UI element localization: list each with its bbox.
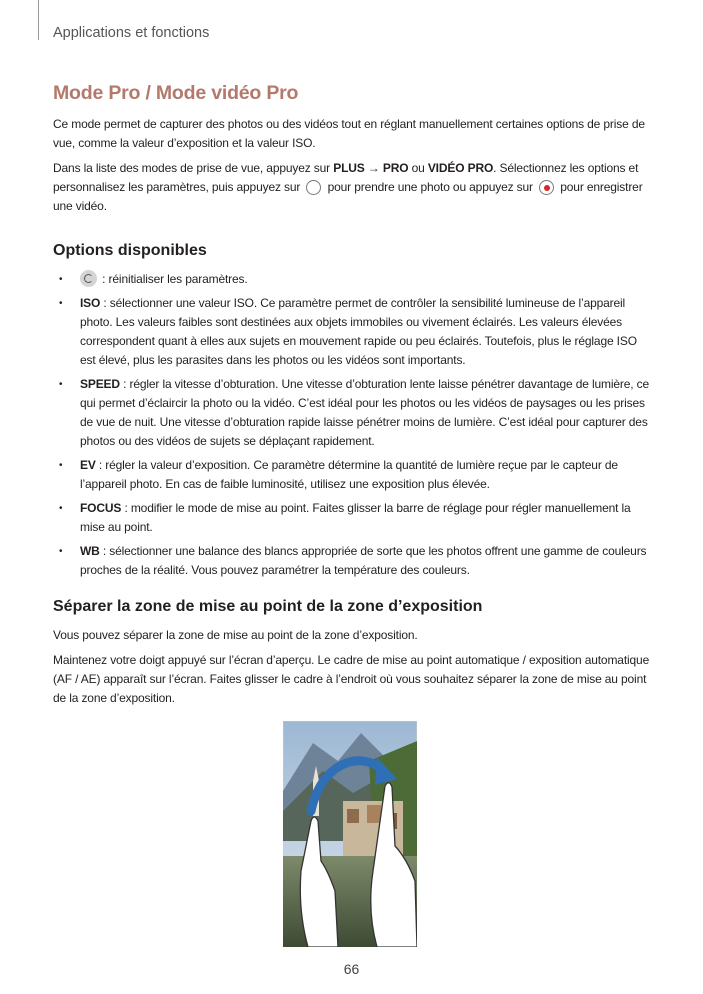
option-term: EV [80, 458, 96, 472]
option-wb: • WB : sélectionner une balance des blancs appropriée de sorte que les photos offrent une gamme de couleurs proches de la réalité. Vous pouvez paramétrer la température des couleurs. [59, 544, 647, 577]
option-term: SPEED [80, 377, 120, 391]
page-content [53, 82, 653, 714]
record-button-icon [539, 180, 554, 195]
page-title: Mode Pro / Mode vidéo Pro [53, 82, 299, 104]
instructions-text-2: . Sélectionnez les options et personnalisez les paramètres, puis appuyez sur [53, 161, 639, 194]
option-term: ISO [80, 296, 101, 310]
separate-heading: Séparer la zone de mise au point de la zone d’exposition [53, 598, 483, 615]
option-reset: • : réinitialiser les paramètres. [59, 272, 248, 286]
instructions-text-1: Dans la liste des modes de prise de vue, appuyez sur [53, 161, 334, 175]
arrow-text: → [364, 161, 383, 175]
drag-gesture-illustration [283, 721, 417, 947]
option-text: : réinitialiser les paramètres. [99, 272, 248, 286]
option-focus: • FOCUS : modifier le mode de mise au point. Faites glisser la barre de réglage pour régler manuellement la mise au point. [59, 501, 631, 534]
option-iso: • ISO : sélectionner une valeur ISO. Ce paramètre permet de contrôler la sensibilité lumineuse de l’appareil photo. Les valeurs faibles sont destinées aux objets immobiles ou vivement éclairés. Les valeurs élevées correspondent quant à elles aux sujets en mouvement rapide ou peu éclairés. Toutefois, plus le réglage ISO est élevé, plus les parasites dans les photos ou les vidéos sont importants. [59, 296, 637, 367]
option-speed: • SPEED : régler la vitesse d’obturation. Une vitesse d’obturation lente laisse pénétrer davantage de lumière, ce qui permet d’éclaircir la photo ou la vidéo. C’est idéal pour les photos ou les vidéos de paysages ou les prises de vue de nuit. Une vitesse d’obturation rapide laisse pénétrer moins de lumière. C’est idéal pour capturer des photos ou des vidéos de sujets se déplaçant rapidement. [59, 377, 650, 448]
or-text: ou [408, 161, 428, 175]
option-text: : sélectionner une valeur ISO. Ce paramètre permet de contrôler la sensibilité lumineuse de l’appareil photo. Les valeurs faibles sont destinées aux objets immobiles ou vivement éclairés. Les valeurs élevées correspondent quant à elles aux sujets en mouvement rapide ou peu éclairés. Toutefois, plus le réglage ISO est élevé, plus les parasites dans les photos ou les vidéos sont importants. [80, 296, 637, 367]
option-term: FOCUS [80, 501, 122, 515]
reset-icon [80, 270, 97, 287]
separate-paragraph-2: Maintenez votre doigt appuyé sur l’écran d’aperçu. Le cadre de mise au point automatique / exposition automatique (AF / AE) apparaît sur l’écran. Faites glisser le cadre à l’endroit où vous souhaitez séparer la zone de mise au point de la zone d’exposition. [53, 653, 650, 705]
options-list [53, 270, 653, 580]
option-text: : modifier le mode de mise au point. Faites glisser la barre de réglage pour régler manuellement la mise au point. [80, 501, 631, 534]
separate-paragraph-1: Vous pouvez séparer la zone de mise au point de la zone d’exposition. [53, 628, 418, 642]
option-text: : régler la valeur d’exposition. Ce paramètre détermine la quantité de lumière reçue par le capteur de l’appareil photo. En cas de faible luminosité, utilisez une exposition plus élevée. [80, 458, 618, 491]
page-number: 66 [343, 961, 360, 977]
option-text: : régler la vitesse d’obturation. Une vitesse d’obturation lente laisse pénétrer davantage de lumière, ce qui permet d’éclaircir la photo ou la vidéo. C’est idéal pour les photos ou les vidéos de paysages ou les prises de vue de nuit. Une vitesse d’obturation rapide laisse pénétrer moins de lumière. C’est idéal pour capturer des photos ou des vidéos de sujets se déplaçant rapidement. [80, 377, 650, 448]
instructions-text-3: pour prendre une photo ou appuyez sur [324, 180, 537, 194]
pro-keyword: PRO [382, 161, 409, 175]
options-heading: Options disponibles [53, 242, 207, 259]
shutter-button-icon [306, 180, 321, 195]
option-ev: • EV : régler la valeur d’exposition. Ce paramètre détermine la quantité de lumière reçue par le capteur de l’appareil photo. En cas de faible luminosité, utilisez une exposition plus élevée. [59, 458, 618, 491]
header-rule [38, 0, 39, 40]
video-pro-keyword: VIDÉO PRO [427, 161, 494, 175]
instructions-paragraph [53, 159, 653, 216]
option-text: : sélectionner une balance des blancs appropriée de sorte que les photos offrent une gamme de couleurs proches de la réalité. Vous pouvez paramétrer la température des couleurs. [80, 544, 647, 577]
plus-keyword: PLUS [333, 161, 365, 175]
intro-paragraph: Ce mode permet de capturer des photos ou des vidéos tout en réglant manuellement certaines options de prise de vue, comme la valeur d’exposition et la valeur ISO. [53, 117, 645, 150]
option-term: WB [80, 544, 100, 558]
header-section-title: Applications et fonctions [53, 25, 210, 41]
instructions-text-4: pour enregistrer une vidéo. [53, 180, 643, 213]
